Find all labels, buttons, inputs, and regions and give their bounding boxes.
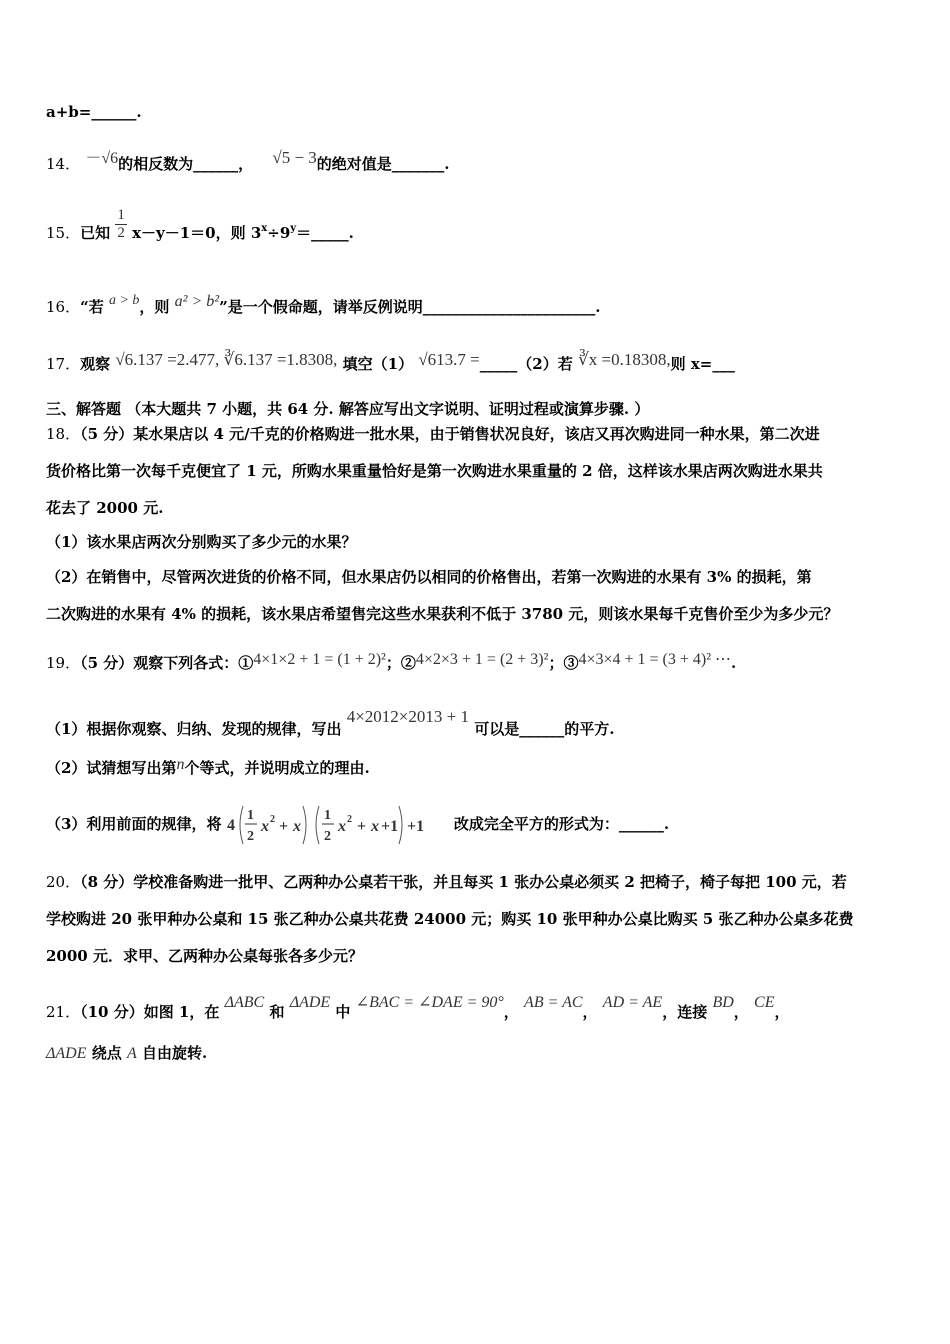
math-angles-90: ∠BAC = ∠DAE = 90° xyxy=(355,994,504,1011)
svg-text:+: + xyxy=(278,818,288,835)
math-point-a: A xyxy=(126,1045,137,1062)
question-19-part-2: （2）试猜想写出第n个等式，并说明成立的理由. xyxy=(46,756,370,777)
math-triangle-ade-2: ΔADE xyxy=(46,1045,87,1062)
question-21-line-2: ΔADE 绕点 A 自由旋转. xyxy=(46,1044,208,1062)
question-19-part-1: （1）根据你观察、归纳、发现的规律，写出 4×2012×2013 + 1 可以是______的平方. xyxy=(46,707,615,738)
svg-text:+1: +1 xyxy=(406,818,424,835)
svg-text:+: + xyxy=(356,818,366,835)
math-triangle-abc: ΔABC xyxy=(224,994,265,1011)
math-example-2: 4×2×3 + 1 = (2 + 3)² xyxy=(415,651,549,668)
math-example-1: 4×1×2 + 1 = (1 + 2)² xyxy=(253,651,386,668)
math-cbrt-x: ∛x =0.18308, xyxy=(577,350,671,369)
svg-text:x: x xyxy=(337,818,346,835)
svg-text:x: x xyxy=(260,818,269,835)
question-18-part-2-line-1: （2）在销售中，尽管两次进货的价格不同，但水果店仍以相同的价格售出，若第一次购进的水果有 3% 的损耗，第 xyxy=(46,568,812,586)
svg-text:4: 4 xyxy=(226,817,235,834)
svg-text:2: 2 xyxy=(346,814,352,825)
math-ad-eq-ae: AD = AE xyxy=(602,994,663,1011)
question-14: 14． －√6的相反数为______， √5 − 3的绝对值是_______. xyxy=(46,148,450,173)
math-sqrt-613-7: √613.7 = xyxy=(418,350,480,369)
question-19-line-1: 19．（5 分）观察下列各式：①4×1×2 + 1 = (1 + 2)²；②4×2×3 + 1 = (2 + 3)²；③4×3×4 + 1 = (3 + 4)² ⋯. xyxy=(46,651,737,672)
question-21-line-1: 21．（10 分）如图 1，在 ΔABC 和 ΔADE 中 ∠BAC = ∠DAE = 90°， AB = AC， AD = AE，连接 BD， CE， xyxy=(46,994,790,1021)
fraction-one-half: $\frac{1}{2}$ xyxy=(117,206,125,241)
svg-text:1: 1 xyxy=(246,808,254,823)
expression-svg xyxy=(227,800,449,850)
math-ab-eq-ac: AB = AC xyxy=(524,994,583,1011)
svg-text:1: 1 xyxy=(323,808,331,823)
svg-text:2: 2 xyxy=(246,829,254,844)
question-17: 17．观察 √6.137 =2.477, ∛6.137 =1.8308, 填空（1） √613.7 =_____（2）若 ∛x =0.18308,则 x=___ xyxy=(46,350,735,373)
question-20-line-3: 2000 元．求甲、乙两种办公桌每张各多少元？ xyxy=(46,947,363,965)
math-ce: CE xyxy=(754,994,775,1011)
question-18-part-1: （1）该水果店两次分别购买了多少元的水果？ xyxy=(46,533,357,551)
math-sqrt5-minus-3: √5 − 3 xyxy=(272,148,317,167)
question-18-line-1: 18．（5 分）某水果店以 4 元/千克的价格购进一批水果，由于销售状况良好，该店又再次购进同一种水果，第二次进 xyxy=(46,425,820,443)
question-18-line-3: 花去了 2000 元. xyxy=(46,499,164,517)
math-roots-of-6137: √6.137 =2.477, ∛6.137 =1.8308, xyxy=(115,350,338,369)
svg-text:2: 2 xyxy=(323,829,331,844)
question-18-line-2: 货价格比第一次每千克便宜了 1 元，所购水果重量恰好是第一次购进水果重量的 2 倍，这样该水果店两次购进水果共 xyxy=(46,462,823,480)
svg-text:2: 2 xyxy=(269,814,275,825)
question-16: 16．“若 a > b，则 a² > b²”是一个假命题，请举反例说明_______________________. xyxy=(46,293,601,316)
answer-line-a-plus-b: a+b=______. xyxy=(46,103,142,121)
math-4x2012x2013: 4×2012×2013 + 1 xyxy=(346,707,469,726)
svg-text:x: x xyxy=(292,818,301,835)
question-20-line-2: 学校购进 20 张甲种办公桌和 15 张乙种办公桌共花费 24000 元；购买 10 张甲种办公桌比购买 5 张乙种办公桌多花费 xyxy=(46,910,854,928)
question-15: 15．已知 $\frac{1}{2}$ x－y－1＝0，则 $3^x\div 9^y=\_\_\_\_\_$. xyxy=(46,206,354,242)
svg-text:+1: +1 xyxy=(380,818,398,835)
math-a-gt-b: a > b xyxy=(108,293,140,308)
math-example-3: 4×3×4 + 1 = (3 + 4)² ⋯ xyxy=(578,651,732,668)
math-expression-to-square xyxy=(227,800,449,850)
question-18-part-2-line-2: 二次购进的水果有 4% 的损耗，该水果店希望售完这些水果获利不低于 3780 元，则该水果每千克售价至少为多少元？ xyxy=(46,605,839,623)
question-20-line-1: 20．（8 分）学校准备购进一批甲、乙两种办公桌若干张，并且每买 1 张办公桌必须买 2 把椅子，椅子每把 100 元，若 xyxy=(46,873,847,891)
math-triangle-ade: ΔADE xyxy=(289,994,331,1011)
math-n: n xyxy=(176,756,185,773)
section-3-heading: 三、解答题 （本大题共 7 小题，共 64 分. 解答应写出文字说明、证明过程或演算步骤. ） xyxy=(46,400,650,418)
math-neg-sqrt6: －√6 xyxy=(85,150,119,167)
math-a2-gt-b2: a² > b² xyxy=(174,293,220,310)
svg-text:x: x xyxy=(370,818,379,835)
question-19-part-3: （3）利用前面的规律，将 4 1 2 x 2 + x 1 2 x 2 + x +1 +1 改成完全平方的形式为：______. xyxy=(46,813,669,835)
math-bd: BD xyxy=(712,994,734,1011)
